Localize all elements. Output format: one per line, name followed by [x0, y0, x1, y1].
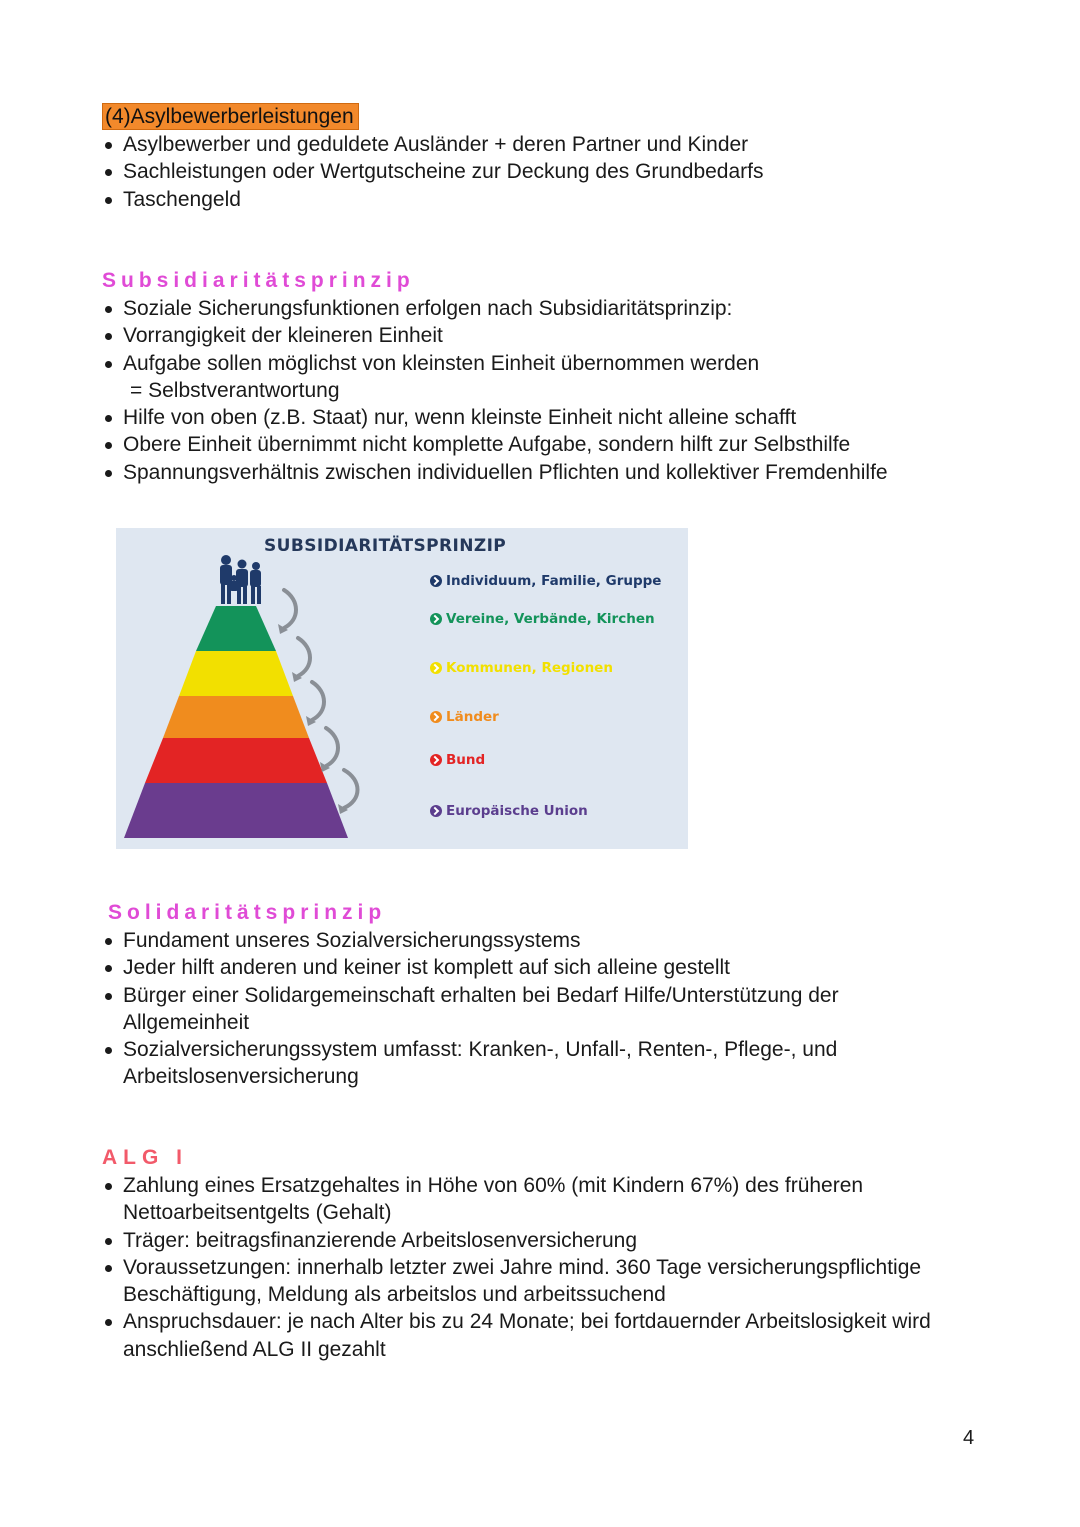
section-subsidiaritaetsprinzip	[102, 268, 1002, 486]
list-item: Jeder hilft anderen und keiner ist komplett auf sich alleine gestellt	[102, 954, 1002, 981]
chevron-right-icon	[430, 613, 442, 625]
chevron-right-icon	[430, 575, 442, 587]
section-solidaritaetsprinzip	[102, 900, 1002, 1091]
list-item: Soziale Sicherungsfunktionen erfolgen nach Subsidiaritätsprinzip:	[102, 295, 1002, 322]
solidaritaet-list	[102, 927, 1002, 1091]
pyramid-layer-laender	[163, 696, 309, 738]
list-item: Fundament unseres Sozialversicherungssystems	[102, 927, 1002, 954]
list-item: Taschengeld	[102, 186, 1002, 213]
people-icon	[220, 555, 261, 604]
list-item: Aufgabe sollen möglichst von kleinsten Einheit übernommen werden	[102, 350, 1002, 377]
section-asylbewerberleistungen	[102, 103, 1002, 213]
pyramid-layer-vereine	[196, 606, 276, 651]
list-item: Vorrangigkeit der kleineren Einheit	[102, 322, 1002, 349]
list-item: Spannungsverhältnis zwischen individuellen Pflichten und kollektiver Fremdenhilfe	[102, 459, 1002, 486]
pyramid-layer-eu	[124, 783, 348, 838]
list-item-continuation: anschließend ALG II gezahlt	[123, 1337, 386, 1361]
legend-item-vereine	[430, 611, 655, 627]
list-item-continuation: Nettoarbeitsentgelts (Gehalt)	[123, 1201, 392, 1225]
page-number: 4	[963, 1427, 975, 1449]
figure-title: SUBSIDIARITÄTSPRINZIP	[264, 536, 507, 556]
chevron-right-icon	[430, 754, 442, 766]
legend-item-eu	[430, 803, 588, 819]
list-item: Bürger einer Solidargemeinschaft erhalten bei Bedarf Hilfe/Unterstützung der	[102, 982, 1002, 1009]
subsidiaritaet-list	[102, 295, 1002, 486]
list-item: Asylbewerber und geduldete Ausländer + deren Partner und Kinder	[102, 131, 1002, 158]
heading-solidaritaetsprinzip: Solidaritätsprinzip	[108, 901, 387, 924]
list-item: Obere Einheit übernimmt nicht komplette Aufgabe, sondern hilft zur Selbsthilfe	[102, 431, 1002, 458]
legend-label: Europäische Union	[446, 803, 588, 819]
subsidiaritaet-pyramid-figure	[116, 528, 688, 849]
legend-label: Vereine, Verbände, Kirchen	[446, 611, 655, 627]
list-item: Sozialversicherungssystem umfasst: Kranken-, Unfall-, Renten-, Pflege-, und	[102, 1036, 1002, 1063]
legend-label: Kommunen, Regionen	[446, 660, 613, 676]
list-item-continuation: Allgemeinheit	[123, 1010, 250, 1034]
legend-item-kommunen	[430, 660, 613, 676]
pyramid-layer-kommunen	[179, 651, 293, 696]
list-item: Zahlung eines Ersatzgehaltes in Höhe von 60% (mit Kindern 67%) des früheren	[102, 1172, 1002, 1199]
legend-item-laender	[430, 709, 499, 725]
list-item: Träger: beitragsfinanzierende Arbeitslosenversicherung	[102, 1227, 1002, 1254]
list-item: Anspruchsdauer: je nach Alter bis zu 24 Monate; bei fortdauernder Arbeitslosigkeit wird	[102, 1308, 1002, 1335]
pyramid-layer-bund	[145, 738, 327, 783]
legend-item-bund	[430, 752, 485, 768]
heading-alg-i: ALG I	[102, 1146, 188, 1169]
list-item-continuation: Arbeitslosenversicherung	[123, 1065, 359, 1089]
list-item: Voraussetzungen: innerhalb letzter zwei Jahre mind. 360 Tage versicherungspflichtige	[102, 1254, 1002, 1281]
legend-item-individuum	[430, 573, 661, 589]
list-item-continuation: = Selbstverantwortung	[130, 378, 340, 402]
list-item: Sachleistungen oder Wertgutscheine zur Deckung des Grundbedarfs	[102, 158, 1002, 185]
section-alg-i	[102, 1145, 1002, 1363]
legend-label: Individuum, Familie, Gruppe	[446, 573, 662, 589]
heading-asylbewerberleistungen: (4)Asylbewerberleistungen	[102, 103, 359, 130]
legend-label: Länder	[446, 709, 499, 725]
heading-subsidiaritaetsprinzip: Subsidiaritätsprinzip	[102, 269, 415, 292]
list-item: Hilfe von oben (z.B. Staat) nur, wenn kleinste Einheit nicht alleine schafft	[102, 404, 1002, 431]
list-item-continuation: Beschäftigung, Meldung als arbeitslos und arbeitssuchend	[123, 1283, 666, 1307]
alg-list	[102, 1172, 1002, 1363]
chevron-right-icon	[430, 662, 442, 674]
asyl-list	[102, 131, 1002, 213]
chevron-right-icon	[430, 711, 442, 723]
legend-label: Bund	[446, 752, 486, 768]
chevron-right-icon	[430, 805, 442, 817]
